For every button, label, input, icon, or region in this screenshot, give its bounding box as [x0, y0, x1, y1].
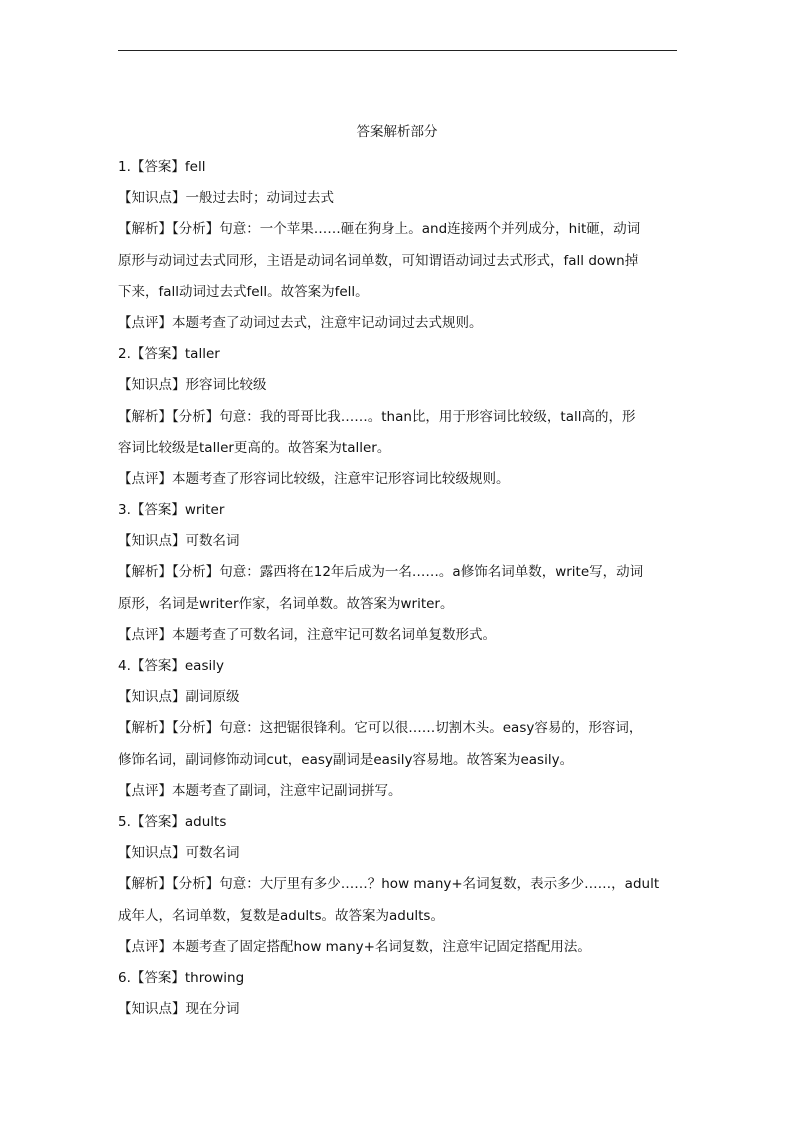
- answer-analysis-body: [118, 152, 678, 1025]
- knowledge-point-line: 【知识点】一般过去时；动词过去式: [118, 190, 334, 207]
- document-title: 答案解析部分: [356, 124, 438, 140]
- answer-line: 3.【答案】writer: [118, 502, 225, 519]
- knowledge-point-line: 【知识点】可数名词: [118, 845, 240, 862]
- analysis-line: 【解析】【分析】句意：一个苹果……砸在狗身上。and连接两个并列成分，hit砸，动词: [118, 221, 641, 238]
- comment-line: 【点评】本题考查了可数名词，注意牢记可数名词单复数形式。: [118, 626, 496, 643]
- header-rule: [118, 50, 677, 51]
- comment-line: 【点评】本题考查了形容词比较级，注意牢记形容词比较级规则。: [118, 470, 510, 487]
- analysis-line: 【解析】【分析】句意：这把锯很锋利。它可以很……切割木头。easy容易的，形容词，: [118, 720, 643, 737]
- analysis-line: 下来，fall动词过去式fell。故答案为fell。: [118, 283, 369, 300]
- analysis-line: 原形，名词是writer作家，名词单数。故答案为writer。: [118, 595, 454, 612]
- analysis-line: 容词比较级是taller更高的。故答案为taller。: [118, 439, 391, 456]
- knowledge-point-line: 【知识点】可数名词: [118, 533, 240, 550]
- answer-line: 1.【答案】fell: [118, 159, 206, 175]
- analysis-line: 【解析】【分析】句意：大厅里有多少……？how many+名词复数，表示多少……，adult: [118, 876, 660, 893]
- knowledge-point-line: 【知识点】副词原级: [118, 689, 240, 706]
- answer-line: 5.【答案】adults: [118, 813, 227, 830]
- knowledge-point-line: 【知识点】形容词比较级: [118, 377, 267, 394]
- analysis-line: 【解析】【分析】句意：我的哥哥比我……。than比，用于形容词比较级，tall高的，形: [118, 408, 636, 425]
- comment-line: 【点评】本题考查了副词，注意牢记副词拼写。: [118, 782, 402, 799]
- comment-line: 【点评】本题考查了固定搭配how many+名词复数，注意牢记固定搭配用法。: [118, 938, 591, 955]
- knowledge-point-line: 【知识点】现在分词: [118, 1001, 240, 1018]
- analysis-line: 成年人，名词单数，复数是adults。故答案为adults。: [118, 907, 444, 924]
- analysis-line: 原形与动词过去式同形，主语是动词名词单数，可知谓语动词过去式形式，fall down掉: [118, 252, 639, 269]
- answer-line: 2.【答案】taller: [118, 346, 220, 363]
- analysis-line: 修饰名词，副词修饰动词cut，easy副词是easily容易地。故答案为easily。: [118, 751, 574, 768]
- analysis-line: 【解析】【分析】句意：露西将在12年后成为一名……。a修饰名词单数，write写，动词: [118, 564, 644, 581]
- answer-line: 4.【答案】easily: [118, 658, 224, 674]
- comment-line: 【点评】本题考查了动词过去式，注意牢记动词过去式规则。: [118, 314, 483, 331]
- answer-line: 6.【答案】throwing: [118, 969, 245, 986]
